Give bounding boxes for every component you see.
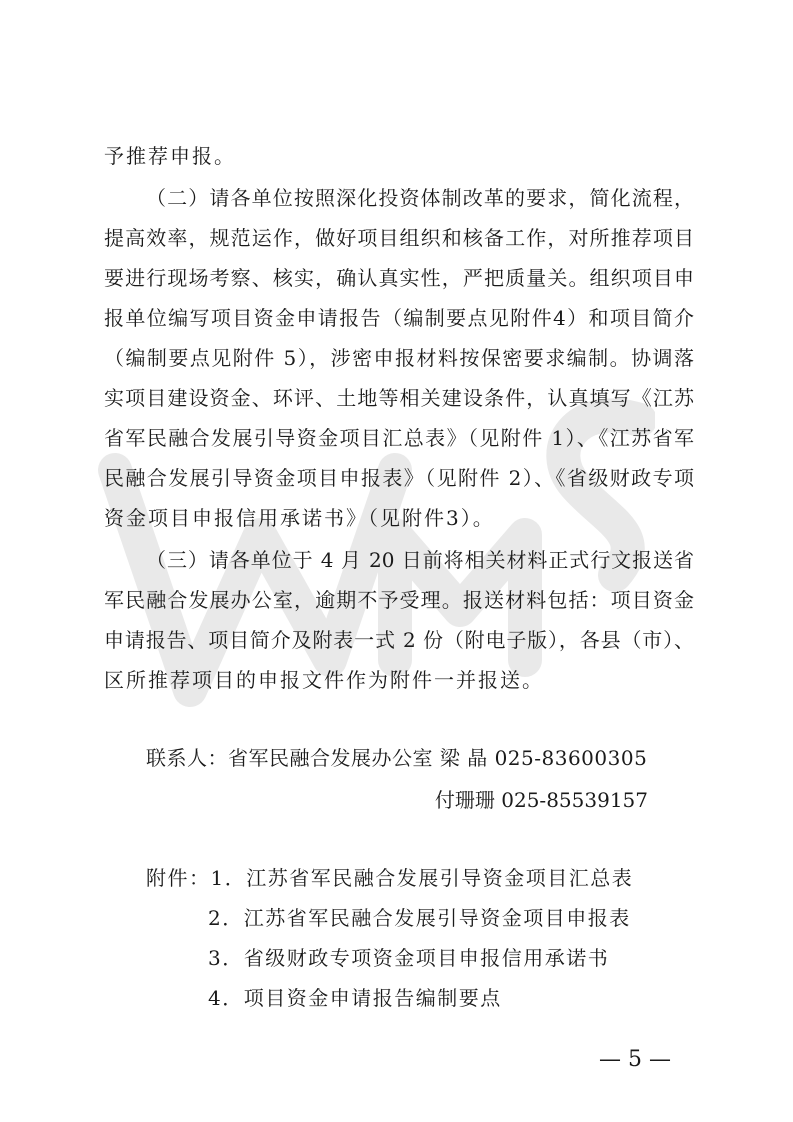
attachment-item-3: 3．省级财政专项资金项目申报信用承诺书 xyxy=(208,946,610,970)
body-paragraph-3-line-2: 军民融合发展办公室，逾期不予受理。报送材料包括：项目资金 xyxy=(104,588,694,612)
body-paragraph-3-line-4: 区所推荐项目的申报文件作为附件一并报送。 xyxy=(104,668,544,692)
attachment-item-2: 2．江苏省军民融合发展引导资金项目申报表 xyxy=(208,906,631,930)
attachment-item-1: 附件：1．江苏省军民融合发展引导资金项目汇总表 xyxy=(146,866,634,890)
body-paragraph-3-line-1: （三）请各单位于 4 月 20 日前将相关材料正式行文报送省 xyxy=(146,548,694,572)
body-paragraph-2-line-2: 提高效率，规范运作，做好项目组织和核备工作，对所推荐项目 xyxy=(104,226,694,250)
body-paragraph-2-line-9: 资金项目申报信用承诺书》（见附件3）。 xyxy=(104,506,495,530)
body-paragraph-2-line-3: 要进行现场考察、核实，确认真实性，严把质量关。组织项目申 xyxy=(104,266,694,290)
contact-line-2: 付珊珊 025-85539157 xyxy=(434,788,648,812)
body-paragraph-2-line-4: 报单位编写项目资金申请报告（编制要点见附件4）和项目简介 xyxy=(104,306,694,330)
page-number: — 5 — xyxy=(599,1047,671,1072)
body-paragraph-2-line-6: 实项目建设资金、环评、土地等相关建设条件，认真填写《江苏 xyxy=(104,386,694,410)
body-paragraph-3-line-3: 申请报告、项目简介及附表一式 2 份（附电子版），各县（市）、 xyxy=(104,628,694,652)
body-paragraph-2-line-1: （二）请各单位按照深化投资体制改革的要求，简化流程， xyxy=(146,186,694,210)
contact-line-1: 联系人：省军民融合发展办公室 梁 晶 025-83600305 xyxy=(146,746,648,770)
body-paragraph-2-line-7: 省军民融合发展引导资金项目汇总表》（见附件 1）、《江苏省军 xyxy=(104,426,694,450)
attachment-item-4: 4．项目资金申请报告编制要点 xyxy=(208,986,502,1010)
body-paragraph-2-line-5: （编制要点见附件 5），涉密申报材料按保密要求编制。协调落 xyxy=(104,346,694,370)
body-paragraph-2-line-8: 民融合发展引导资金项目申报表》（见附件 2）、《省级财政专项 xyxy=(104,466,694,490)
wps-watermark-icon xyxy=(95,360,655,720)
body-line-1: 予推荐申报。 xyxy=(104,144,236,168)
